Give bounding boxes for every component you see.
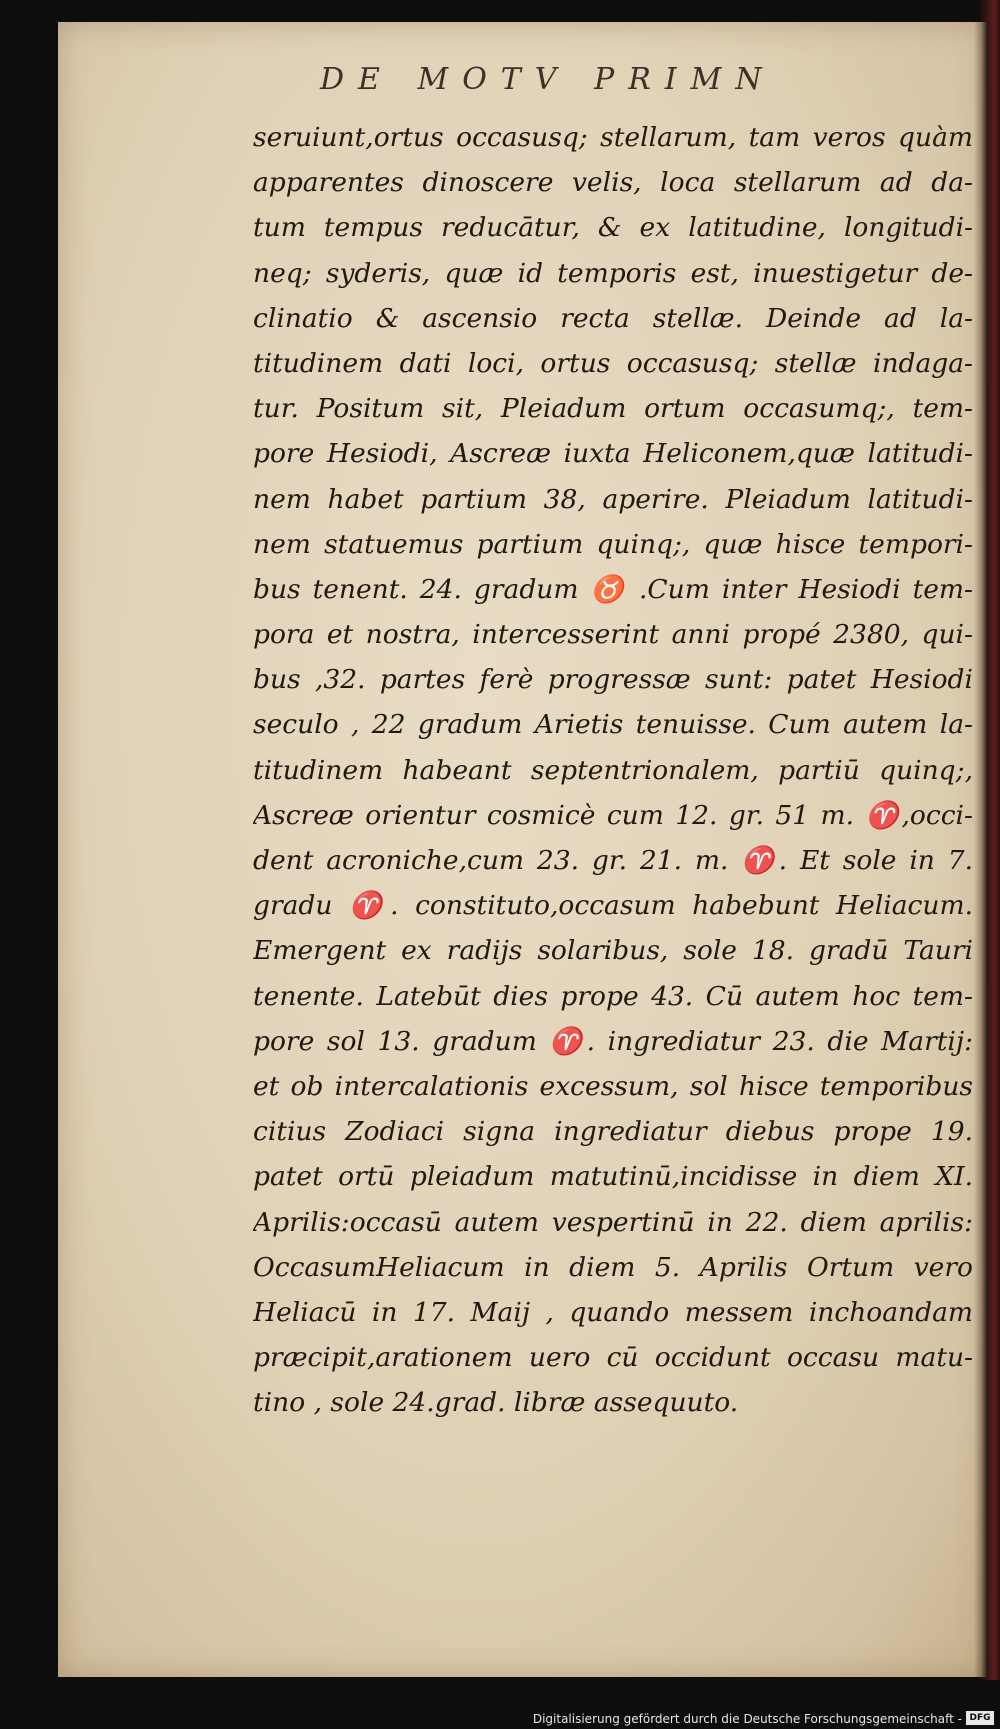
dfg-logo: DFG: [966, 1711, 994, 1725]
text-line: bus ,32. partes ferè progressæ sunt: patet Hesiodi: [253, 664, 973, 696]
text-line: Aprilis:occasū autem vespertinū in 22. diem aprilis:: [253, 1206, 973, 1238]
text-line: clinatio & ascensio recta stellæ. Deinde ad la-: [253, 302, 973, 334]
text-line: Ascreæ orientur cosmicè cum 12. gr. 51 m. ♈,occi-: [253, 799, 973, 831]
text-line: tum tempus reducātur, & ex latitudine, longitudi-: [253, 212, 973, 244]
body-text: [253, 115, 973, 1425]
text-line: nem statuemus partium quinq;, quæ hisce tempori-: [253, 528, 973, 560]
text-line: pore sol 13. gradum ♈. ingrediatur 23. die Martij:: [253, 1025, 973, 1057]
text-line: titudinem habeant septentrionalem, partiū quinq;,: [253, 754, 973, 786]
running-title: DE MOTV PRIMN: [320, 62, 776, 97]
text-line: apparentes dinoscere velis, loca stellarum ad da-: [253, 167, 973, 199]
text-line: dent acroniche,cum 23. gr. 21. m. ♈. Et sole in 7.: [253, 845, 973, 876]
text-line: pora et nostra, intercesserint anni propé 2380, qui-: [253, 619, 973, 651]
text-line: citius Zodiaci signa ingrediatur diebus prope 19.: [253, 1116, 973, 1148]
text-line: Emergent ex radijs solaribus, sole 18. gradū Tauri: [253, 935, 973, 967]
text-line: tino , sole 24.grad. libræ assequuto.: [253, 1387, 739, 1419]
page-edge-shadow: [974, 22, 988, 1677]
text-line: Heliacū in 17. Maij , quando messem inchoandam: [253, 1296, 973, 1328]
text-line: et ob intercalationis excessum, sol hisce temporibus: [253, 1070, 973, 1102]
digitization-credit: Digitalisierung gefördert durch die Deutsche Forschungsgemeinschaft -: [532, 1712, 962, 1726]
text-line: patet ortū pleiadum matutinū,incidisse in diem XI.: [253, 1161, 973, 1193]
text-line: tenente. Latebūt dies prope 43. Cū autem hoc tem-: [253, 980, 973, 1012]
text-line: OccasumHeliacum in diem 5. Aprilis Ortum vero: [253, 1251, 973, 1283]
text-line: præcipit,arationem uero cū occidunt occasu matu-: [253, 1342, 973, 1374]
text-line: neq; syderis, quæ id temporis est, inuestigetur de-: [253, 257, 973, 289]
text-line: seruiunt,ortus occasusq; stellarum, tam veros quàm: [253, 122, 973, 153]
text-line: tur. Positum sit, Pleiadum ortum occasumq;, tem-: [253, 393, 973, 425]
text-line: titudinem dati loci, ortus occasusq; stellæ indaga-: [253, 347, 973, 379]
text-line: gradu ♈. constituto,occasum habebunt Heliacum.: [253, 890, 973, 922]
text-line: nem habet partium 38, aperire. Pleiadum latitudi-: [253, 483, 973, 515]
text-line: pore Hesiodi, Ascreæ iuxta Heliconem,quæ latitudi-: [253, 438, 973, 470]
text-line: seculo , 22 gradum Arietis tenuisse. Cum autem la-: [253, 709, 973, 741]
text-line: bus tenent. 24. gradum ♉ .Cum inter Hesiodi tem-: [253, 573, 973, 605]
